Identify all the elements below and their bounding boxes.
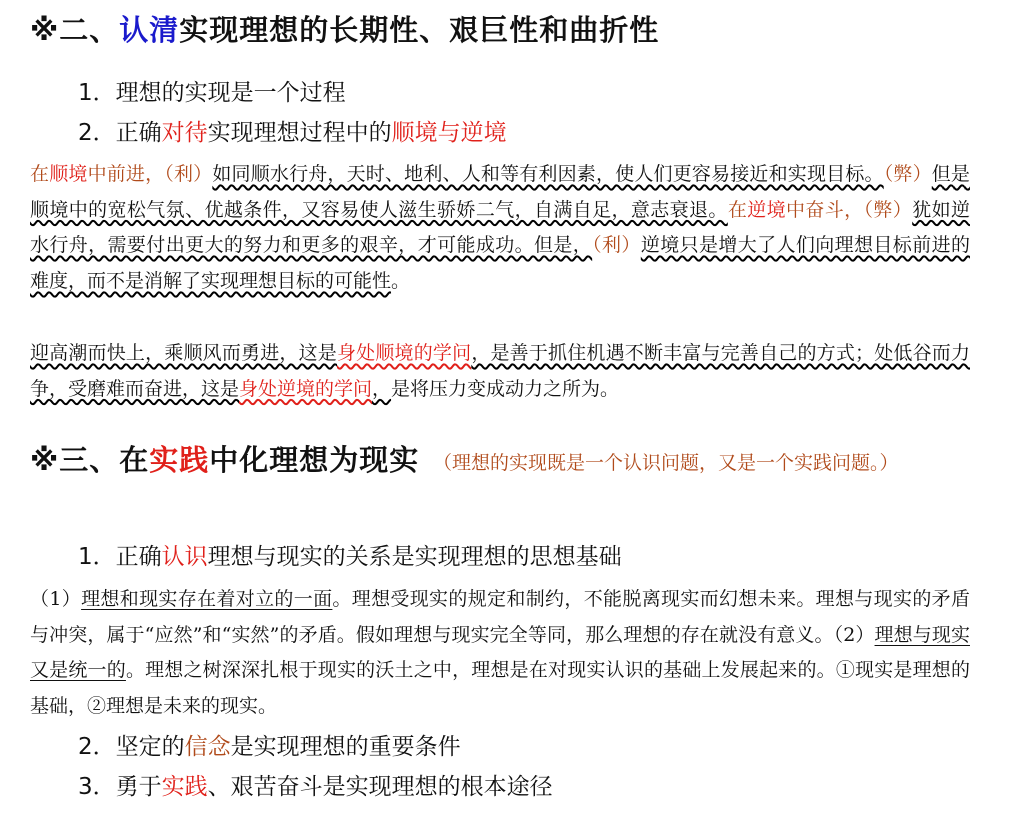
text: 中奋斗，: [785, 198, 864, 221]
text: 中前进，: [87, 163, 165, 185]
heading-rest: 中化理想为现实: [209, 443, 420, 477]
item-text: 3．勇于: [78, 774, 162, 800]
wavy-text: 但是顺境中的宽松气氛、优越条件，又容易使人滋生骄娇二气，自满自足，意志衰退。: [30, 163, 970, 221]
heading-accent: 实践: [149, 443, 210, 477]
item-highlight: 实践: [161, 774, 208, 800]
wavy-text: ，是善于抓住机遇不断丰富与完善自己的方式；处低谷而力争，受磨难而奋进，这是: [30, 342, 970, 400]
keyword-wavy: 身处逆境的学问: [239, 377, 373, 400]
item-text: 是实现理想的重要条件: [230, 734, 461, 760]
wisdom-paragraph: [30, 336, 970, 407]
text: 。: [391, 269, 411, 292]
text: （1）: [30, 588, 82, 610]
wavy-text: 迎高潮而快上，乘顺风而勇进，这是: [30, 342, 337, 364]
item-text: 、艰苦奋斗是实现理想的根本途径: [207, 774, 553, 800]
wavy-text: 逆境只是增大了人们向理想目标前进的难度，而不是消解了实现理想目标的可能性: [30, 234, 970, 292]
section-2-item-2: [78, 118, 507, 148]
wavy-text: ，: [372, 377, 392, 400]
adversity-paragraph: [30, 157, 970, 299]
heading-prefix: ※二、: [30, 13, 120, 47]
text: 。理想受现实的规定和制约，不能脱离现实而幻想未来。理想与现实的矛盾与冲突，属于“应然”和“实然”的矛盾。假如理想与现实完全等同，那么理想的存在就没有意义。（2）: [30, 588, 970, 646]
pro-label: （利）: [592, 234, 641, 257]
wavy-text: 如同顺水行舟，天时、地利、人和等有利因素，使人们更容易接近和实现目标。: [212, 163, 884, 185]
text: 是将压力变成动力之所为。: [391, 377, 620, 400]
pro-label: （利）: [164, 163, 213, 185]
section-3-item-3: [78, 772, 553, 802]
text: 在: [30, 163, 50, 185]
keyword: 顺境: [49, 163, 88, 185]
item-highlight: 认识: [161, 544, 208, 570]
ideal-reality-paragraph: [30, 582, 970, 724]
item-text: 2．坚定的: [78, 734, 185, 760]
item-highlight: 对待: [161, 120, 208, 146]
item-highlight: 顺境与逆境: [391, 120, 507, 146]
section-3-note: （理想的实现既是一个认识问题，又是一个实践问题。）: [433, 452, 899, 474]
wavy-text: 犹如逆水行舟，需要付出更大的努力和更多的艰辛，才可能成功。但是，: [30, 198, 970, 257]
item-text: 理想与现实的关系是实现理想的思想基础: [207, 544, 622, 570]
section-2-heading: [30, 12, 659, 48]
keyword: 逆境: [747, 198, 786, 221]
keyword-wavy: 身处顺境的学问: [337, 342, 472, 364]
section-3-item-2: [78, 732, 461, 762]
underlined-text: 理想和现实存在着对立的一面: [81, 588, 333, 610]
item-highlight: 信念: [184, 734, 231, 760]
item-text: 2．正确: [78, 120, 162, 146]
heading-accent: 认清: [119, 13, 180, 47]
section-2-item-1: 1．理想的实现是一个过程: [78, 80, 346, 106]
heading-rest: 实现理想的长期性、艰巨性和曲折性: [179, 13, 660, 47]
item-text: 实现理想过程中的: [207, 120, 392, 146]
text: 在: [727, 198, 748, 221]
con-label: （弊）: [863, 198, 913, 221]
underlined-text: 理想与现实又是统一的: [30, 623, 970, 682]
con-label: （弊）: [883, 163, 932, 185]
heading-prefix: ※三、在: [30, 443, 150, 477]
section-3-item-1: [78, 542, 622, 572]
text: 。理想之树深深扎根于现实的沃土之中，理想是在对现实认识的基础上发展起来的。①现实是理想的基础，②理想是未来的现实。: [30, 659, 970, 717]
item-text: 1．正确: [78, 544, 162, 570]
